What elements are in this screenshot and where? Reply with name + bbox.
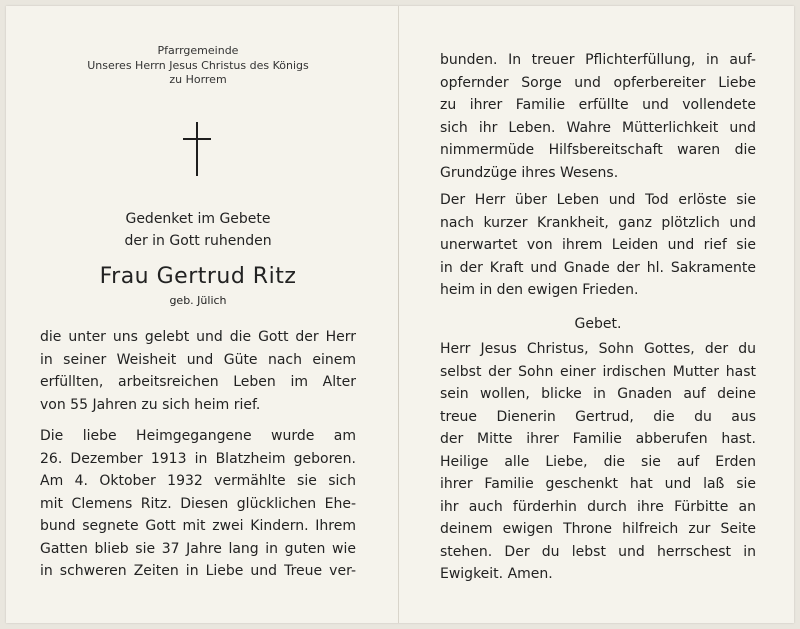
text-line: in seiner Weisheit und Güte nach einem <box>40 351 356 368</box>
text-line: selbst der Sohn einer irdischen Mutter hast <box>440 363 756 380</box>
text-line: unerwartet von ihrem Leiden und rief sie <box>440 237 756 253</box>
maiden-name: geb. Jülich <box>169 294 227 307</box>
text-line: Grundzüge ihres Wesens. <box>440 164 619 181</box>
text-line: in schweren Zeiten in Liebe und Treue ver- <box>40 563 356 579</box>
text-line: nimmermüde Hilfsbereitschaft waren die <box>440 142 756 158</box>
parish-line: Unseres Herrn Jesus Christus des Königs <box>87 58 309 72</box>
prayer-title: Gebet. <box>574 316 622 332</box>
text-line: Der Herr über Leben und Tod erlöste sie <box>440 192 756 208</box>
text-line: treue Dienerin Gertrud, die du aus <box>440 408 756 425</box>
text-line: zu ihrer Familie erfüllte und vollendete <box>440 97 756 113</box>
paragraph-biography <box>40 425 356 583</box>
text-line: mit Clemens Ritz. Diesen glücklichen Ehe- <box>40 495 356 512</box>
text-line: sein wollen, blicke in Gnaden auf deine <box>440 386 756 402</box>
text-line: von 55 Jahren zu sich heim rief. <box>40 396 261 413</box>
text-line: opfernder Sorge und opferbereiter Liebe <box>440 74 756 91</box>
text-line: Heilige alle Liebe, die sie auf Erden <box>440 453 756 470</box>
parish-line: Pfarrgemeinde <box>157 44 239 57</box>
parish-line: zu Horrem <box>169 73 227 86</box>
text-line: Herr Jesus Christus, Sohn Gottes, der du <box>440 341 756 357</box>
intro-line: der in Gott ruhenden <box>124 233 272 249</box>
paragraph-character <box>440 49 756 184</box>
text-line: in der Kraft und Gnade der hl. Sakramente <box>440 259 756 276</box>
card-fold <box>398 6 399 623</box>
text-line: bund segnete Gott mit zwei Kindern. Ihrem <box>40 518 356 534</box>
intro-line: Gedenket im Gebete <box>125 211 271 227</box>
text-line: ihr auch fürderhin durch ihre Fürbitte an <box>440 498 756 515</box>
latin-cross-icon <box>183 122 211 176</box>
text-line: der Mitte ihrer Familie abberufen hast. <box>440 431 756 447</box>
text-line: nach kurzer Krankheit, ganz plötzlich und <box>440 214 756 231</box>
text-line: ihrer Familie geschenkt hat und laß sie <box>440 476 756 492</box>
text-line: Die liebe Heimgegangene wurde am <box>40 428 356 444</box>
deceased-name: Frau Gertrud Ritz <box>99 264 297 289</box>
prayer-text <box>440 338 756 586</box>
text-line: bunden. In treuer Pflichterfüllung, in auf- <box>440 52 756 68</box>
paragraph-life <box>40 326 356 416</box>
text-line: stehen. Der du lebst und herrschest in <box>440 543 756 560</box>
parish-header <box>40 44 356 88</box>
text-line: erfüllten, arbeitsreichen Leben im Alter <box>40 374 356 390</box>
text-line: deinem ewigen Throne hilfreich zur Seite <box>440 521 756 537</box>
text-line: heim in den ewigen Frieden. <box>440 282 639 298</box>
text-line: sich ihr Leben. Wahre Mütterlichkeit und <box>440 119 756 136</box>
text-line: Ewigkeit. Amen. <box>440 566 553 582</box>
text-line: Gatten blieb sie 37 Jahre lang in guten wie <box>40 540 356 557</box>
text-line: Am 4. Oktober 1932 vermählte sie sich <box>40 473 356 489</box>
intro-text <box>40 208 356 252</box>
paragraph-death <box>440 189 756 302</box>
text-line: 26. Dezember 1913 in Blatzheim geboren. <box>40 450 356 467</box>
text-line: die unter uns gelebt und die Gott der Herr <box>40 329 356 345</box>
